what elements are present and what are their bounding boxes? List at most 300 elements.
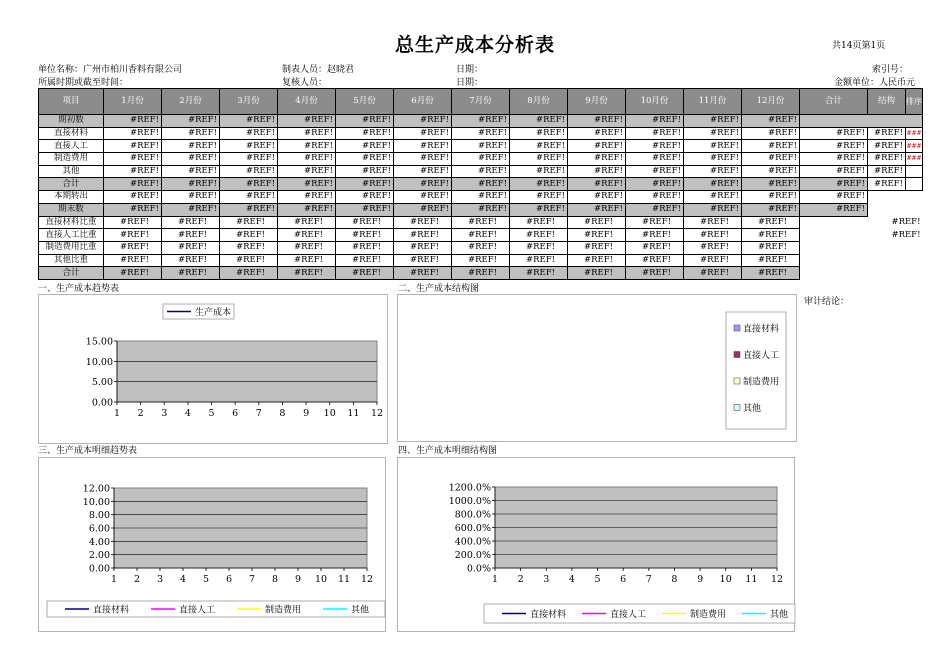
y-tick-label: 10.00	[82, 496, 110, 508]
column-header: 合计	[800, 89, 868, 115]
table-cell: #REF!	[742, 153, 800, 166]
table-cell: #REF!	[626, 203, 684, 216]
rank-cell	[906, 178, 923, 191]
x-tick-label: 5	[594, 574, 601, 585]
y-tick-label: 200.0%	[454, 550, 491, 561]
column-header: 11月份	[684, 89, 742, 115]
table-cell: #REF!	[742, 254, 800, 267]
table-cell: #REF!	[104, 203, 162, 216]
legend-label: 制造费用	[743, 377, 780, 388]
table-cell: #REF!	[742, 203, 800, 216]
table-cell: #REF!	[742, 267, 800, 280]
legend-label: 生产成本	[195, 308, 232, 318]
legend-swatch	[734, 405, 740, 411]
column-header: 7月份	[452, 89, 510, 115]
ratio-total-cell	[800, 241, 923, 254]
y-tick-label: 400.0%	[454, 536, 491, 548]
table-cell: #REF!	[162, 241, 220, 254]
legend-label: 直接人工	[743, 351, 780, 361]
y-tick-label: 15.00	[85, 336, 113, 348]
legend-label: 直接人工	[610, 610, 647, 620]
table-cell: #REF!	[220, 203, 278, 216]
table-cell: #REF!	[278, 191, 336, 204]
y-tick-label: 5.00	[91, 377, 113, 389]
legend-label: 其他	[351, 605, 370, 616]
column-header: 4月份	[278, 89, 336, 115]
table-cell: #REF!	[510, 267, 568, 280]
table-cell: #REF!	[104, 216, 162, 229]
chart-2-frame	[397, 294, 797, 442]
legend-swatch	[734, 378, 740, 384]
table-cell: #REF!	[162, 229, 220, 242]
table-cell: #REF!	[220, 127, 278, 140]
column-header: 5月份	[336, 89, 394, 115]
legend-label: 其他	[743, 404, 762, 414]
x-tick-label: 6	[232, 408, 239, 419]
reviewer: 复核人员：	[282, 78, 328, 88]
table-cell: #REF!	[278, 140, 336, 153]
table-row	[39, 127, 923, 140]
table-cell: #REF!	[162, 191, 220, 204]
table-cell: #REF!	[510, 140, 568, 153]
table-cell: #REF!	[452, 191, 510, 204]
table-cell: #REF!	[568, 267, 626, 280]
table-cell: #REF!	[568, 241, 626, 254]
table-cell: #REF!	[336, 203, 394, 216]
table-cell: #REF!	[104, 241, 162, 254]
x-tick-label: 1	[110, 574, 118, 585]
index-number: 索引号：	[872, 65, 909, 75]
table-cell: #REF!	[684, 153, 742, 166]
table-cell: #REF!	[104, 140, 162, 153]
table-cell: #REF!	[104, 254, 162, 267]
x-tick-label: 10	[323, 408, 336, 419]
table-cell: #REF!	[162, 267, 220, 280]
table-cell: #REF!	[510, 127, 568, 140]
x-tick-label: 1	[113, 408, 121, 419]
table-cell: #REF!	[394, 267, 452, 280]
y-tick-label: 8.00	[88, 510, 110, 522]
plot-area	[117, 341, 377, 402]
table-cell: #REF!	[452, 127, 510, 140]
x-tick-label: 9	[303, 408, 310, 419]
table-cell: #REF!	[336, 153, 394, 166]
table-cell: #REF!	[568, 165, 626, 178]
table-cell: #REF!	[684, 254, 742, 267]
table-row	[39, 229, 923, 242]
table-cell: #REF!	[684, 229, 742, 242]
total-cell: #REF!	[800, 153, 868, 166]
table-cell: #REF!	[568, 191, 626, 204]
table-cell: #REF!	[336, 165, 394, 178]
table-cell: #REF!	[162, 165, 220, 178]
ratio-total-cell	[800, 267, 923, 280]
total-cell: #REF!	[800, 203, 868, 216]
table-cell: #REF!	[278, 216, 336, 229]
x-tick-label: 3	[543, 574, 550, 585]
table-cell: #REF!	[394, 165, 452, 178]
y-tick-label: 10.00	[85, 356, 113, 368]
table-cell: #REF!	[394, 115, 452, 128]
table-cell: #REF!	[278, 165, 336, 178]
table-cell: #REF!	[568, 254, 626, 267]
x-tick-label: 2	[137, 408, 144, 419]
table-cell: #REF!	[394, 178, 452, 191]
table-cell: #REF!	[336, 229, 394, 242]
table-cell: #REF!	[162, 203, 220, 216]
table-cell: #REF!	[452, 241, 510, 254]
table-cell: #REF!	[742, 127, 800, 140]
ratio-total-cell	[800, 254, 923, 267]
table-cell: #REF!	[626, 115, 684, 128]
table-cell: #REF!	[394, 153, 452, 166]
page-title: 总生产成本分析表	[394, 34, 555, 56]
x-tick-label: 6	[620, 574, 627, 585]
row-label: 其他比重	[39, 254, 104, 267]
table-cell: #REF!	[394, 241, 452, 254]
table-cell: #REF!	[278, 229, 336, 242]
table-cell: #REF!	[452, 140, 510, 153]
column-header: 1月份	[104, 89, 162, 115]
column-header: 3月份	[220, 89, 278, 115]
table-cell: #REF!	[510, 203, 568, 216]
table-cell: #REF!	[626, 178, 684, 191]
structure-cell	[868, 203, 923, 216]
table-cell: #REF!	[568, 153, 626, 166]
row-label: 合计	[39, 267, 104, 280]
table-cell: #REF!	[394, 191, 452, 204]
table-cell: #REF!	[742, 115, 800, 128]
table-cell: #REF!	[626, 229, 684, 242]
period: 所属时期或截至时间：	[38, 78, 129, 88]
currency-unit: 金额单位：人民币元	[834, 78, 916, 88]
table-cell: #REF!	[220, 216, 278, 229]
total-cell: #REF!	[800, 191, 868, 204]
date-reviewed: 日期：	[456, 78, 484, 88]
table-cell: #REF!	[278, 127, 336, 140]
ratio-total-cell: #REF!	[800, 229, 923, 242]
section-4-title: 四、生产成本明细结构图	[398, 446, 498, 456]
chart-3-frame	[38, 457, 386, 632]
total-cell	[800, 115, 923, 128]
table-cell: #REF!	[394, 127, 452, 140]
rank-cell	[906, 165, 923, 178]
x-tick-label: 8	[279, 408, 286, 419]
y-tick-label: 0.0%	[466, 563, 491, 575]
table-cell: #REF!	[278, 267, 336, 280]
table-cell: #REF!	[510, 191, 568, 204]
x-tick-label: 9	[697, 574, 704, 585]
table-cell: #REF!	[220, 191, 278, 204]
structure-cell: #REF!	[868, 140, 906, 153]
structure-cell: #REF!	[868, 153, 906, 166]
table-cell: #REF!	[278, 115, 336, 128]
table-cell: #REF!	[452, 229, 510, 242]
table-cell: #REF!	[220, 267, 278, 280]
x-tick-label: 2	[517, 574, 524, 585]
section-3-title: 三、生产成本明细趋势表	[38, 446, 138, 456]
legend-label: 直接材料	[93, 605, 130, 616]
x-tick-label: 3	[156, 574, 164, 585]
y-tick-label: 2.00	[88, 550, 110, 562]
table-cell: #REF!	[394, 229, 452, 242]
table-header-row	[39, 89, 923, 115]
table-cell: #REF!	[684, 165, 742, 178]
table-row	[39, 241, 923, 254]
x-tick-label: 12	[370, 408, 384, 419]
table-cell: #REF!	[104, 165, 162, 178]
x-tick-label: 10	[314, 574, 328, 585]
table-cell: #REF!	[162, 216, 220, 229]
table-cell: #REF!	[336, 267, 394, 280]
legend-label: 直接材料	[743, 324, 780, 335]
ratio-total-cell: #REF!	[800, 216, 923, 229]
table-cell: #REF!	[162, 153, 220, 166]
x-tick-label: 8	[271, 574, 279, 585]
rank-cell: ###	[906, 127, 923, 140]
x-tick-label: 11	[337, 574, 351, 585]
table-cell: #REF!	[684, 140, 742, 153]
structure-cell	[868, 191, 923, 204]
table-cell: #REF!	[104, 229, 162, 242]
chart-1-frame	[38, 294, 388, 444]
x-tick-label: 11	[745, 574, 758, 585]
table-row	[39, 216, 923, 229]
x-tick-label: 7	[255, 408, 262, 419]
table-cell: #REF!	[452, 115, 510, 128]
x-tick-label: 10	[719, 574, 732, 585]
table-cell: #REF!	[336, 178, 394, 191]
x-tick-label: 4	[179, 574, 187, 585]
table-cell: #REF!	[220, 254, 278, 267]
table-cell: #REF!	[742, 229, 800, 242]
audit-conclusion: 审计结论：	[804, 297, 850, 307]
table-cell: #REF!	[568, 140, 626, 153]
table-cell: #REF!	[742, 216, 800, 229]
table-cell: #REF!	[684, 241, 742, 254]
table-cell: #REF!	[626, 191, 684, 204]
table-cell: #REF!	[104, 115, 162, 128]
table-cell: #REF!	[452, 267, 510, 280]
table-row	[39, 140, 923, 153]
table-cell: #REF!	[220, 229, 278, 242]
legend-swatch	[734, 325, 740, 331]
chart-detail-trend	[39, 458, 387, 633]
table-cell: #REF!	[626, 254, 684, 267]
section-2-title: 二、生产成本结构图	[398, 284, 480, 294]
y-tick-label: 0.00	[91, 397, 113, 409]
table-cell: #REF!	[742, 241, 800, 254]
table-cell: #REF!	[626, 140, 684, 153]
legend-label: 制造费用	[265, 605, 302, 616]
table-cell: #REF!	[626, 165, 684, 178]
total-cell: #REF!	[800, 140, 868, 153]
column-header: 结构	[868, 89, 906, 115]
row-label: 期末数	[39, 203, 104, 216]
table-cell: #REF!	[336, 216, 394, 229]
row-label: 直接材料比重	[39, 216, 104, 229]
table-cell: #REF!	[220, 241, 278, 254]
table-cell: #REF!	[684, 267, 742, 280]
table-cell: #REF!	[278, 203, 336, 216]
x-tick-label: 5	[202, 574, 210, 585]
table-cell: #REF!	[104, 153, 162, 166]
table-cell: #REF!	[510, 254, 568, 267]
table-cell: #REF!	[394, 203, 452, 216]
table-cell: #REF!	[684, 203, 742, 216]
row-label: 直接人工	[39, 140, 104, 153]
row-label: 其他	[39, 165, 104, 178]
structure-cell: #REF!	[868, 127, 906, 140]
table-row	[39, 178, 923, 191]
legend-label: 直接人工	[179, 605, 216, 616]
y-tick-label: 1000.0%	[448, 496, 491, 507]
table-cell: #REF!	[336, 241, 394, 254]
chart-cost-structure	[398, 295, 798, 443]
table-cell: #REF!	[220, 165, 278, 178]
table-cell: #REF!	[742, 191, 800, 204]
row-label: 制造费用比重	[39, 241, 104, 254]
column-header: 2月份	[162, 89, 220, 115]
table-cell: #REF!	[336, 115, 394, 128]
row-label: 直接材料	[39, 127, 104, 140]
table-cell: #REF!	[568, 127, 626, 140]
table-cell: #REF!	[684, 115, 742, 128]
table-cell: #REF!	[742, 165, 800, 178]
table-cell: #REF!	[162, 178, 220, 191]
column-header: 10月份	[626, 89, 684, 115]
x-tick-label: 5	[208, 408, 215, 419]
table-cell: #REF!	[394, 254, 452, 267]
x-tick-label: 6	[225, 574, 233, 585]
table-row	[39, 191, 923, 204]
table-cell: #REF!	[278, 254, 336, 267]
y-tick-label: 4.00	[88, 536, 110, 548]
chart-detail-structure	[398, 458, 796, 633]
x-tick-label: 3	[161, 408, 168, 419]
table-cell: #REF!	[162, 254, 220, 267]
column-header: 8月份	[510, 89, 568, 115]
y-tick-label: 600.0%	[454, 523, 491, 534]
table-cell: #REF!	[162, 127, 220, 140]
table-cell: #REF!	[336, 254, 394, 267]
table-cell: #REF!	[626, 241, 684, 254]
table-cell: #REF!	[104, 191, 162, 204]
table-cell: #REF!	[220, 153, 278, 166]
chart-cost-trend	[39, 295, 389, 445]
legend-label: 制造费用	[690, 610, 727, 620]
x-tick-label: 1	[491, 574, 499, 585]
row-label: 制造费用	[39, 153, 104, 166]
table-cell: #REF!	[452, 165, 510, 178]
section-1-title: 一、生产成本趋势表	[38, 284, 120, 294]
table-row	[39, 165, 923, 178]
x-tick-label: 4	[568, 574, 575, 585]
table-cell: #REF!	[742, 140, 800, 153]
column-header: 9月份	[568, 89, 626, 115]
x-tick-label: 11	[347, 408, 360, 419]
table-cell: #REF!	[336, 127, 394, 140]
x-tick-label: 12	[360, 574, 374, 585]
table-cell: #REF!	[684, 127, 742, 140]
rank-cell: ###	[906, 153, 923, 166]
table-cell: #REF!	[104, 267, 162, 280]
x-tick-label: 2	[133, 574, 141, 585]
table-cell: #REF!	[220, 115, 278, 128]
column-header: 6月份	[394, 89, 452, 115]
table-cell: #REF!	[510, 229, 568, 242]
table-cell: #REF!	[278, 241, 336, 254]
table-cell: #REF!	[742, 178, 800, 191]
table-cell: #REF!	[104, 178, 162, 191]
table-cell: #REF!	[510, 165, 568, 178]
column-header: 排序	[906, 89, 923, 115]
table-cell: #REF!	[278, 153, 336, 166]
x-tick-label: 9	[294, 574, 302, 585]
table-cell: #REF!	[568, 216, 626, 229]
table-cell: #REF!	[510, 178, 568, 191]
y-tick-label: 0.00	[88, 563, 110, 575]
table-cell: #REF!	[684, 216, 742, 229]
row-label: 期初数	[39, 115, 104, 128]
table-cell: #REF!	[452, 153, 510, 166]
date-prepared: 日期：	[456, 65, 484, 75]
legend-label: 直接材料	[530, 610, 567, 620]
legend-swatch	[734, 352, 740, 358]
table-cell: #REF!	[684, 178, 742, 191]
table-cell: #REF!	[104, 127, 162, 140]
cost-table	[38, 88, 923, 280]
table-cell: #REF!	[626, 153, 684, 166]
x-tick-label: 7	[248, 574, 256, 585]
total-cell: #REF!	[800, 127, 868, 140]
table-row	[39, 203, 923, 216]
table-row	[39, 254, 923, 267]
x-tick-label: 8	[671, 574, 678, 585]
table-cell: #REF!	[278, 178, 336, 191]
table-row	[39, 267, 923, 280]
row-label: 合计	[39, 178, 104, 191]
structure-cell: #REF!	[868, 165, 906, 178]
table-cell: #REF!	[568, 178, 626, 191]
table-cell: #REF!	[162, 115, 220, 128]
table-cell: #REF!	[626, 127, 684, 140]
table-cell: #REF!	[626, 216, 684, 229]
table-cell: #REF!	[336, 191, 394, 204]
y-tick-label: 12.00	[82, 483, 110, 495]
chart-4-frame	[397, 457, 795, 632]
table-row	[39, 153, 923, 166]
page-info: 共14页第1页	[832, 41, 886, 51]
legend-label: 其他	[770, 610, 789, 620]
y-tick-label: 1200.0%	[448, 482, 491, 494]
unit-name: 单位名称：广州市柏川香料有限公司	[38, 65, 183, 75]
table-cell: #REF!	[336, 140, 394, 153]
row-label: 本期转出	[39, 191, 104, 204]
table-cell: #REF!	[510, 115, 568, 128]
x-tick-label: 4	[184, 408, 191, 419]
table-cell: #REF!	[162, 140, 220, 153]
table-cell: #REF!	[452, 203, 510, 216]
table-cell: #REF!	[510, 153, 568, 166]
table-cell: #REF!	[220, 140, 278, 153]
table-cell: #REF!	[684, 191, 742, 204]
y-tick-label: 6.00	[88, 523, 110, 535]
table-cell: #REF!	[394, 216, 452, 229]
total-cell: #REF!	[800, 165, 868, 178]
structure-cell: #REF!	[868, 178, 906, 191]
table-row	[39, 115, 923, 128]
